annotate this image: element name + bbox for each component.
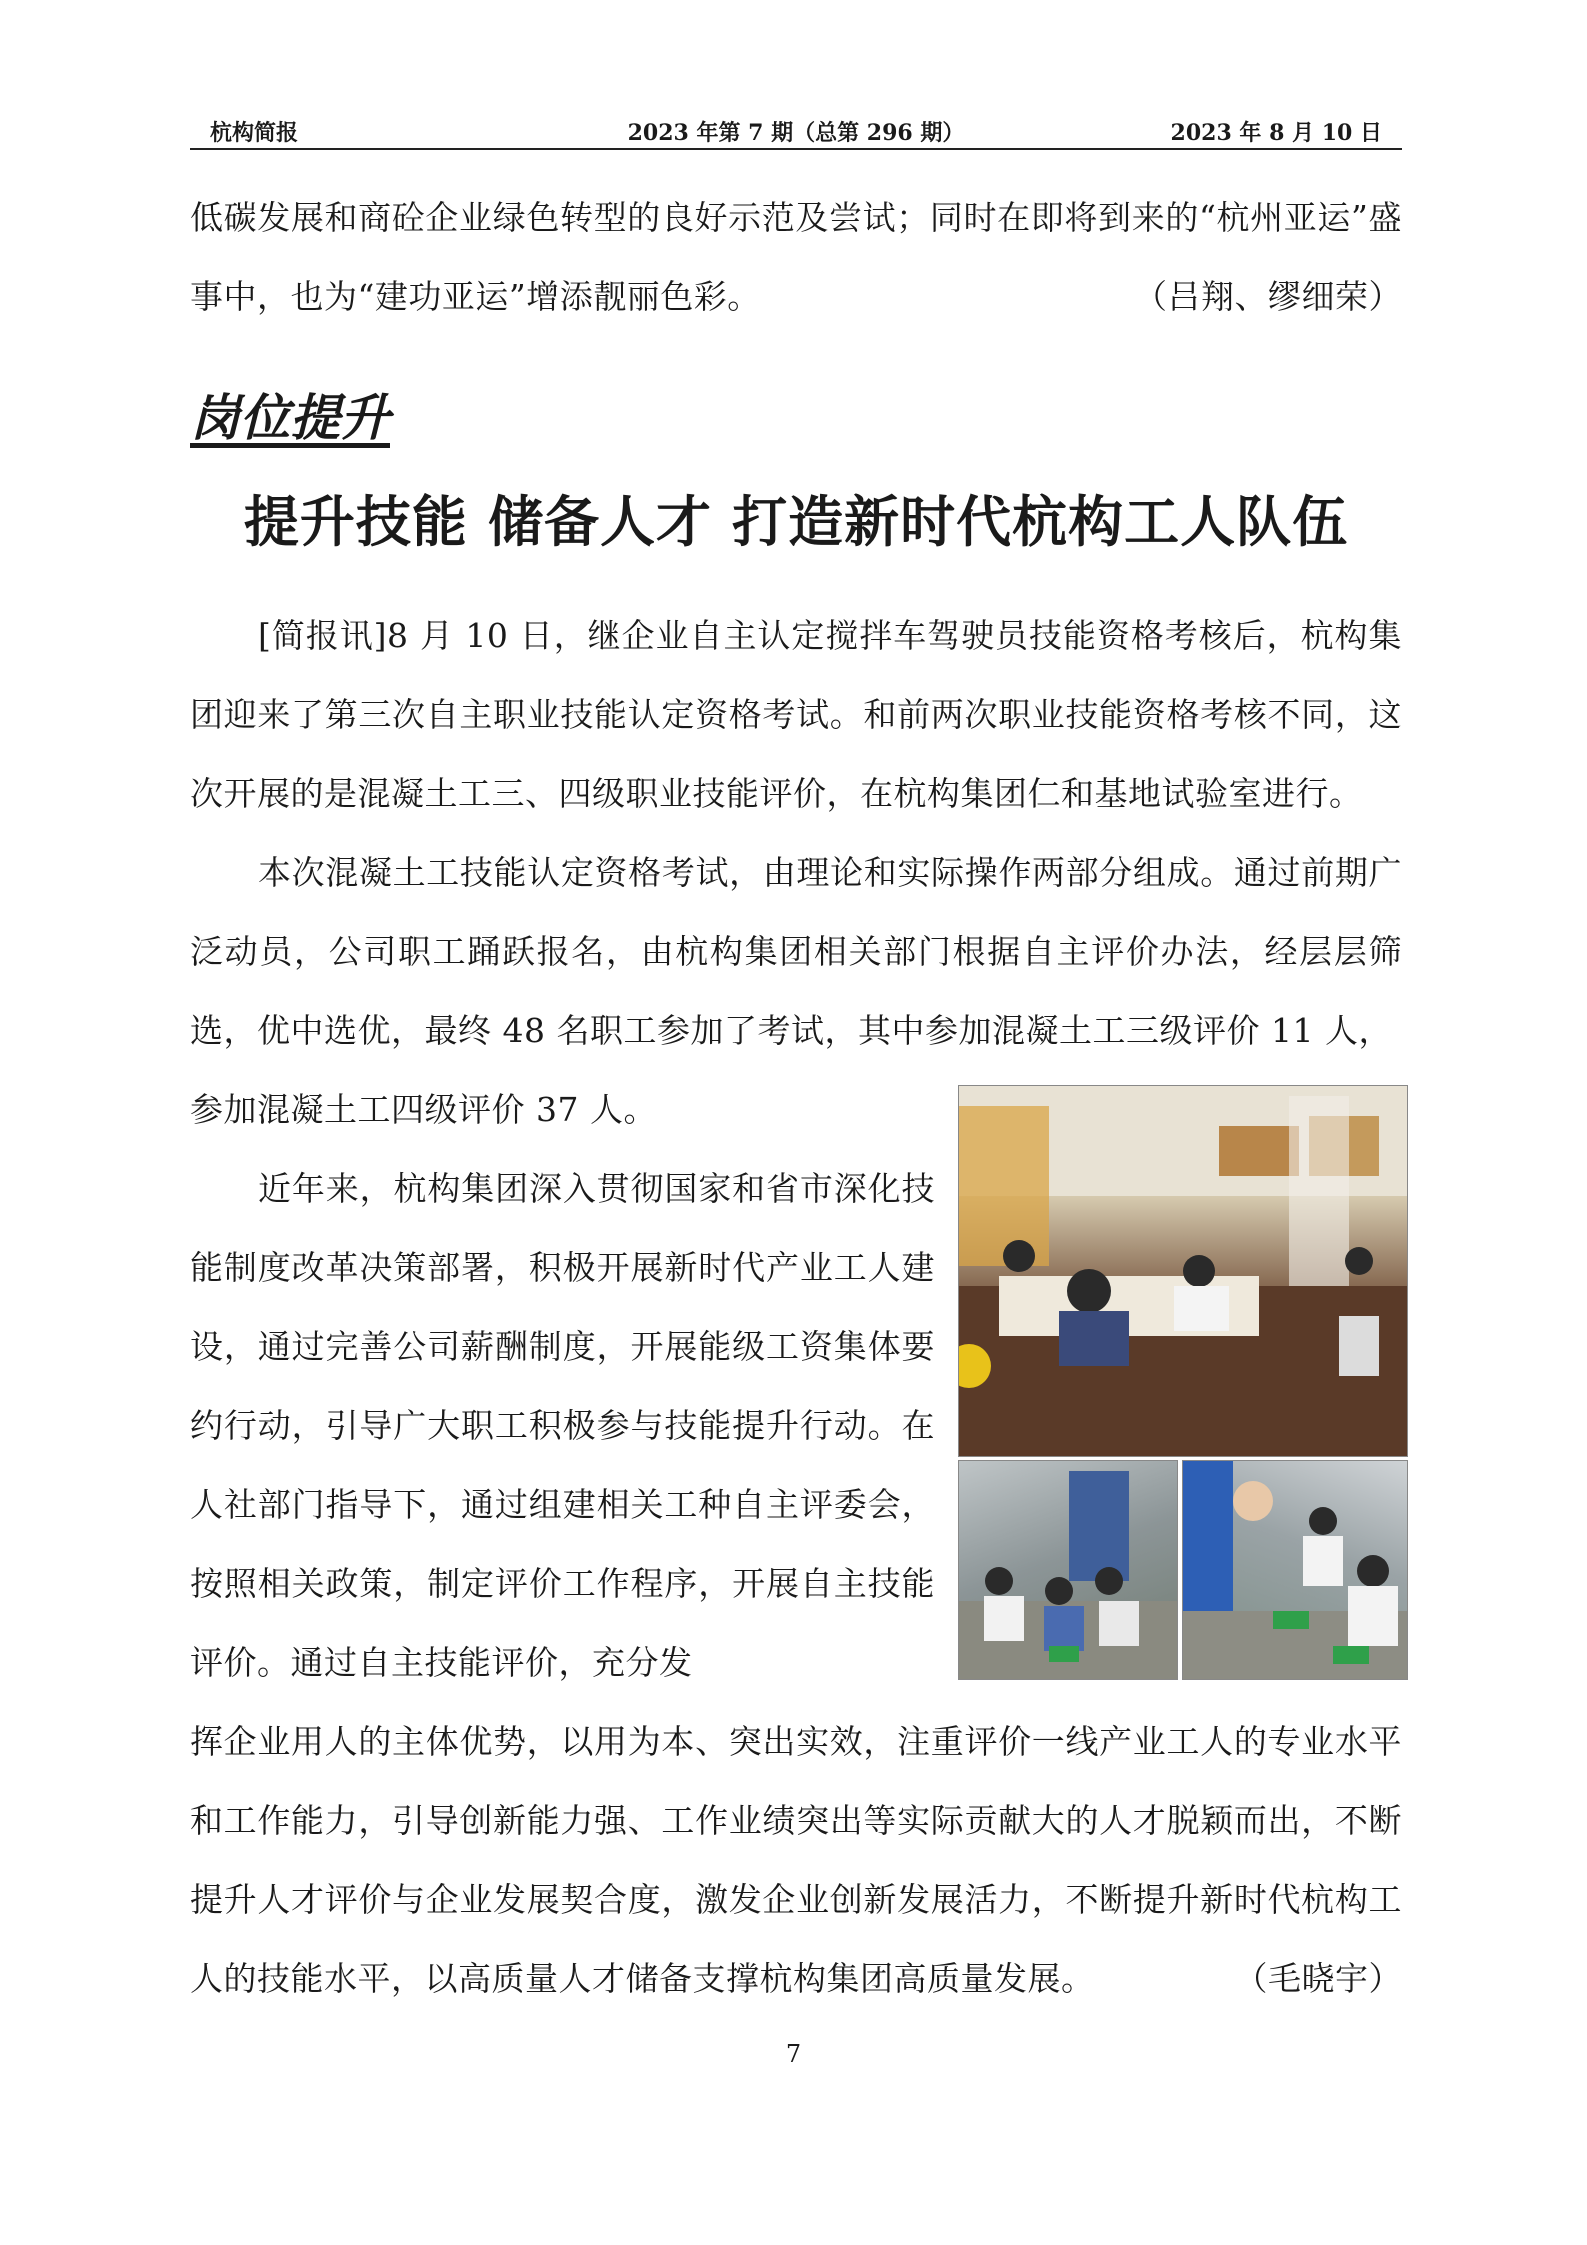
- article-paragraph-3-continued: [190, 1702, 1402, 2018]
- header-publication: 杭构简报: [210, 120, 299, 146]
- article-author: （毛晓宇）: [1234, 1959, 1402, 1998]
- practical-exam-illustration-right: [1183, 1461, 1407, 1679]
- exam-room-photo: [958, 1085, 1408, 1457]
- continuation-paragraph: [190, 178, 1402, 336]
- practical-exam-illustration-left: [959, 1461, 1177, 1679]
- continuation-author: （吕翔、缪细荣）: [1134, 277, 1402, 316]
- practical-exam-photo-right: [1182, 1460, 1408, 1680]
- header-rule: [190, 148, 1402, 150]
- header-date: 2023 年 8 月 10 日: [1170, 120, 1382, 146]
- article-paragraph-3-wrapped: 近年来，杭构集团深入贯彻国家和省市深化技能制度改革决策部署，积极开展新时代产业工人建设，通过完善公司薪酬制度，开展能级工资集体要约行动，引导广大职工积极参与技能提升行动。在人社部门指导下，通过组建相关工种自主评委会，按照相关政策，制定评价工作程序，开展自主技能评价。通过自主技能评价，充分发: [190, 1169, 935, 1682]
- article-title: 提升技能 储备人才 打造新时代杭构工人队伍: [243, 490, 1349, 554]
- article-paragraph-2: 本次混凝土工技能认定资格考试，由理论和实际操作两部分组成。通过前期广泛动员，公司职工踊跃报名，由杭构集团相关部门根据自主评价办法，经层层筛选，优中选优，最终 48 名职工参加了考试，其中参加混凝土工三级评价 11 人，: [190, 853, 1402, 1050]
- section-title: 岗位提升: [190, 389, 390, 447]
- article-paragraph-2-tail: 参加混凝土工四级评价 37 人。: [190, 1090, 657, 1129]
- article-paragraph-1: [简报讯]8 月 10 日，继企业自主认定搅拌车驾驶员技能资格考核后，杭构集团迎来了第三次自主职业技能认定资格考试。和前两次职业技能资格考核不同，这次开展的是混凝土工三、四级职业技能评价，在杭构集团仁和基地试验室进行。: [190, 616, 1402, 813]
- practical-exam-photo-left: [958, 1460, 1178, 1680]
- continuation-text: 低碳发展和商砼企业绿色转型的良好示范及尝试；同时在即将到来的“杭州亚运”盛事中，也为“建功亚运”增添靓丽色彩。: [190, 198, 1402, 316]
- header-issue: 2023 年第 7 期（总第 296 期）: [627, 120, 965, 146]
- page-number: 7: [785, 2040, 802, 2068]
- exam-room-illustration: [959, 1086, 1407, 1456]
- page-header: [190, 108, 1402, 148]
- article-paragraph-3-text: 挥企业用人的主体优势，以用为本、突出实效，注重评价一线产业工人的专业水平和工作能力，引导创新能力强、工作业绩突出等实际贡献大的人才脱颖而出，不断提升人才评价与企业发展契合度，激发企业创新发展活力，不断提升新时代杭构工人的技能水平，以高质量人才储备支撑杭构集团高质量发展。: [190, 1722, 1402, 1998]
